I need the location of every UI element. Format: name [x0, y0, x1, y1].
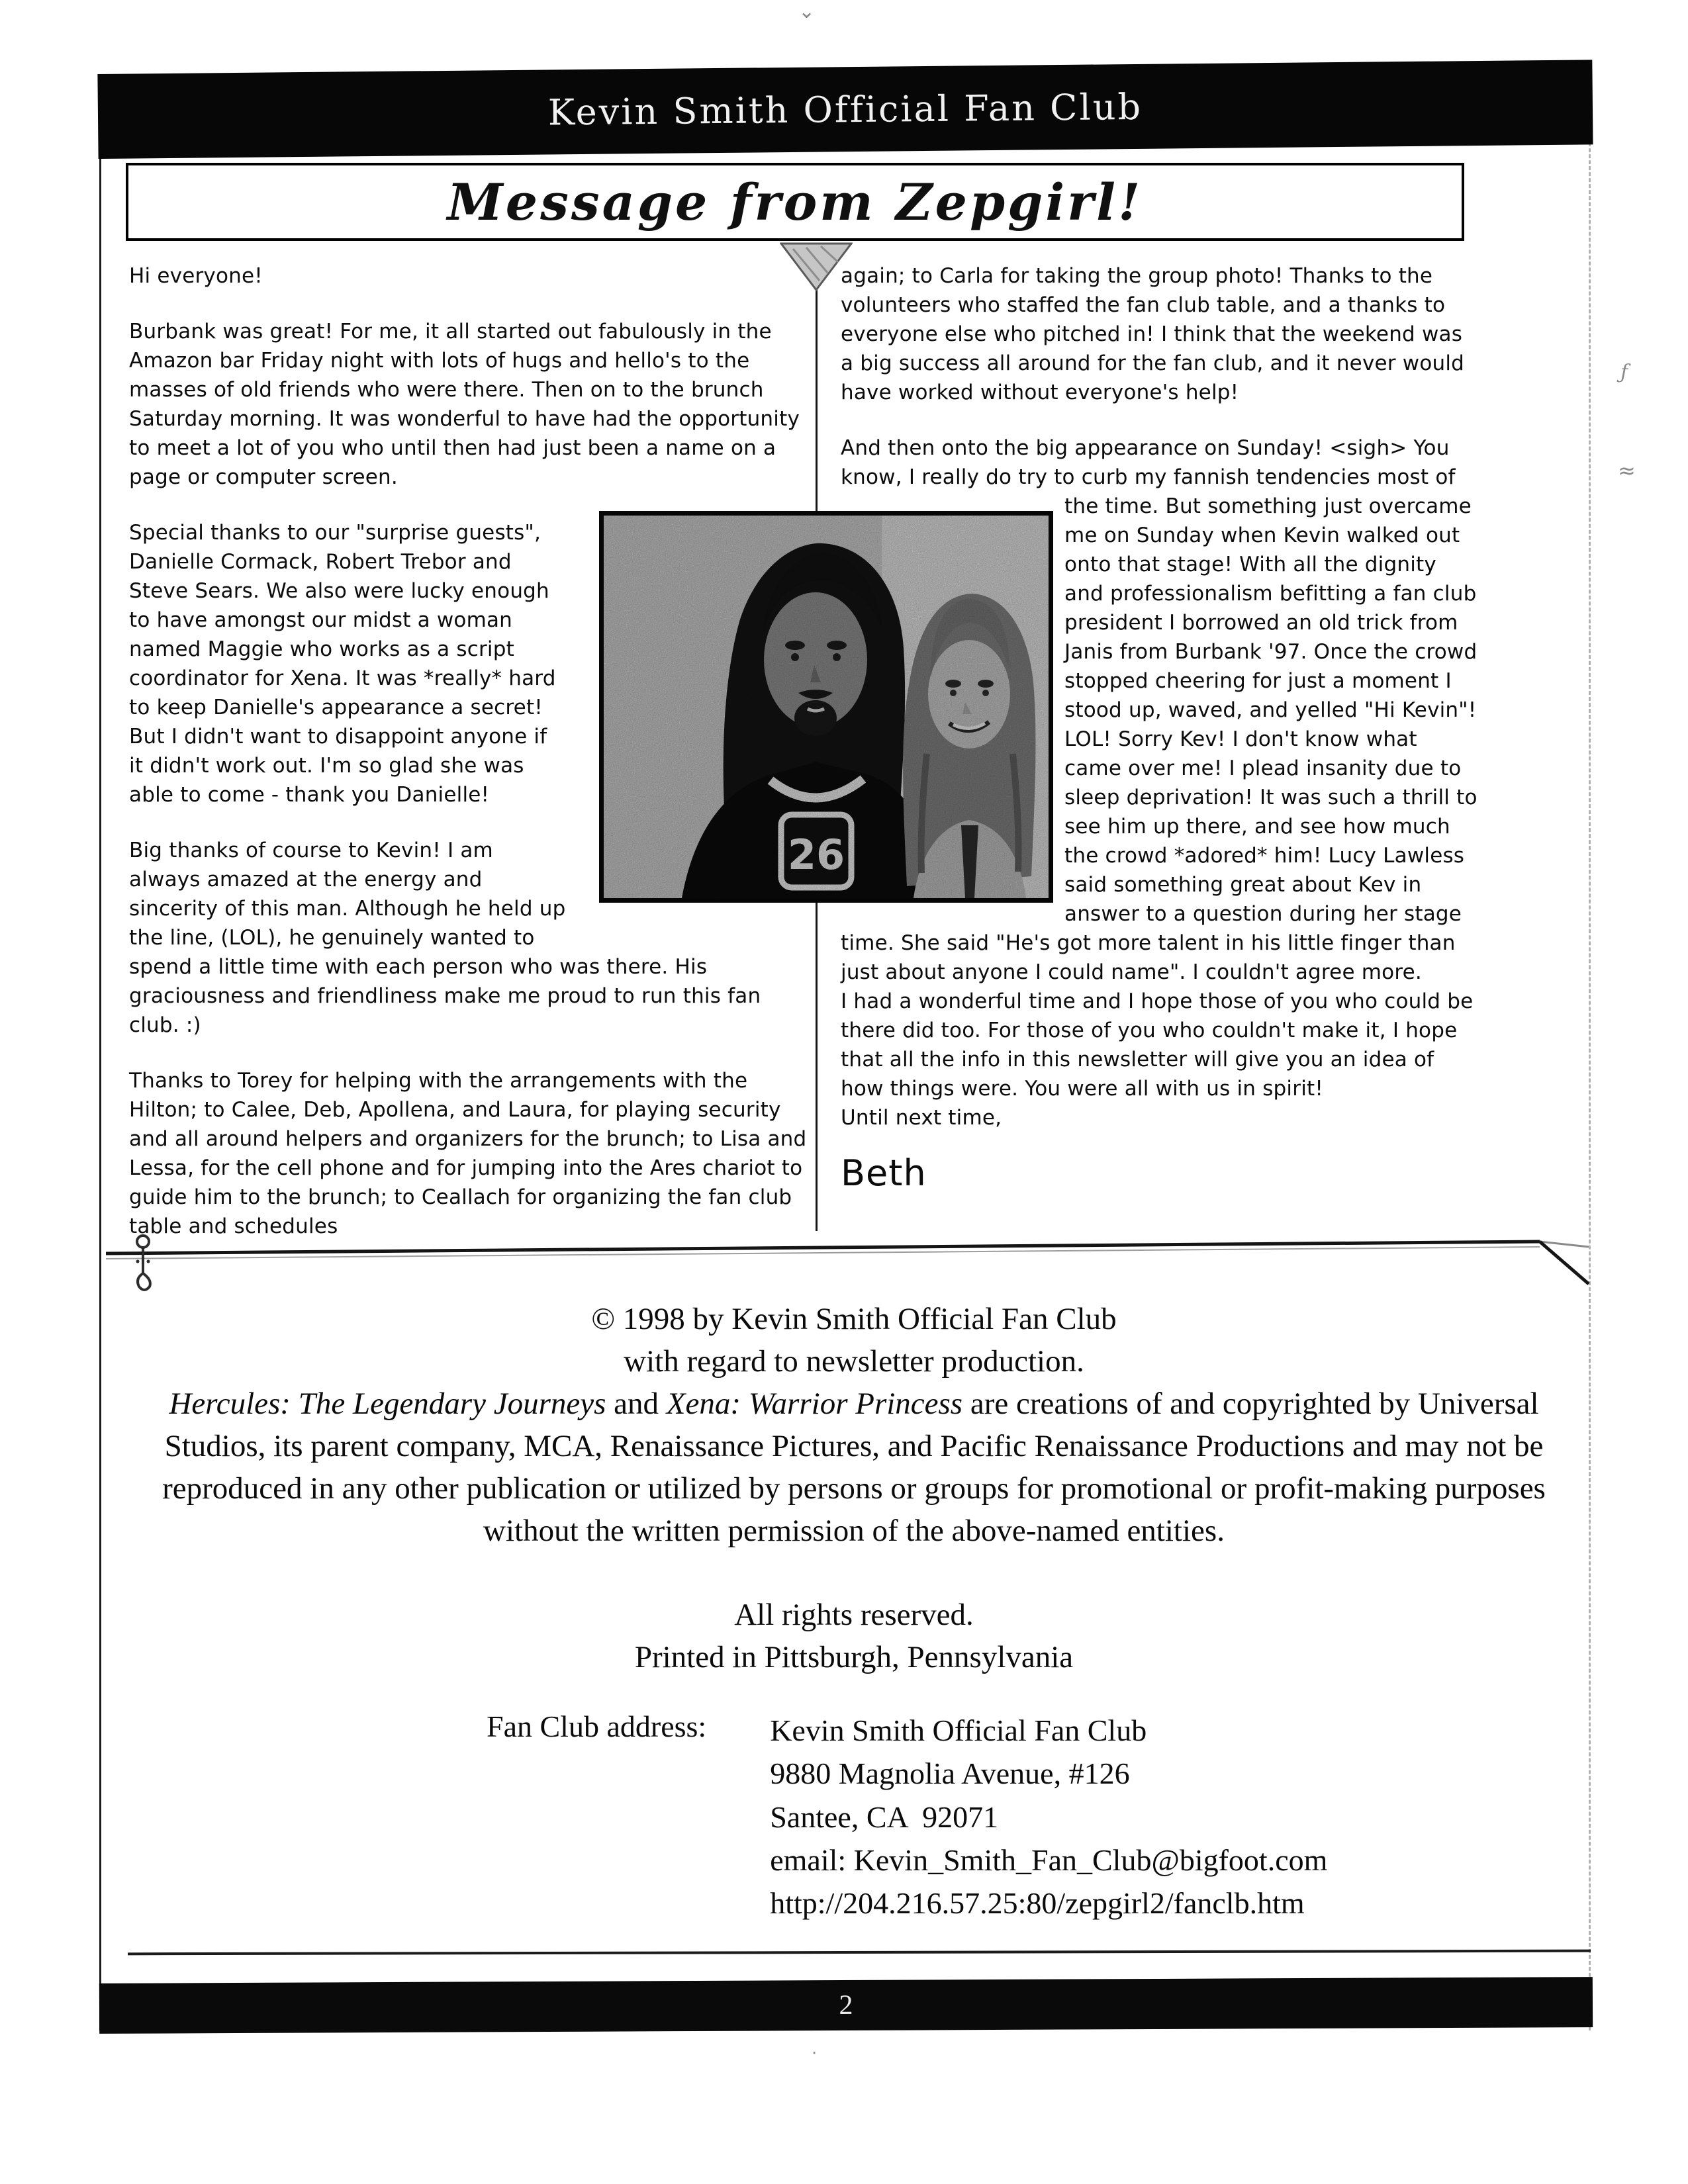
show-title-xena: Xena: Warrior Princess — [666, 1386, 963, 1421]
page-frame-right-dashed-line — [1589, 77, 1591, 2030]
address-line-url: http://204.216.57.25:80/zepgirl2/fanclb.htm — [770, 1886, 1305, 1921]
show-title-hercules: Hercules: The Legendary Journeys — [169, 1386, 606, 1421]
spacer — [149, 1552, 1559, 1594]
scan-artifact: ƒ — [1620, 361, 1628, 384]
jersey-patch-number: 26 — [787, 831, 845, 879]
footer-bar — [99, 1977, 1593, 2034]
address-line-email: email: Kevin_Smith_Fan_Club@bigfoot.com — [770, 1843, 1328, 1877]
copyright-body-text: are creations of and copyrighted by Universal Studios, its parent company, MCA, Renaissance Pictures, and Pacific Renaissance Productions and may not be reproduced in any other publication or utilized by persons or groups for promotional or profit-making purposes without the written permission of the above-named entities. — [162, 1386, 1546, 1548]
signature: Beth — [841, 1152, 927, 1194]
title-pointer-triangle-icon — [780, 242, 853, 293]
printed-in-line: Printed in Pittsburgh, Pennsylvania — [634, 1640, 1074, 1675]
copyright-line-2: with regard to newsletter production. — [624, 1343, 1084, 1379]
newsletter-banner — [97, 60, 1593, 159]
message-title-box — [126, 163, 1464, 241]
right-paragraph-2a: And then onto the big appearance on Sunday! <sigh> You know, I really do try to curb my fannish tendencies most of — [841, 436, 1456, 489]
closing-text: Until next time, — [841, 1106, 1002, 1130]
margin-doodle-icon — [128, 1232, 158, 1298]
page-number: 2 — [839, 1989, 853, 2021]
page-frame-left-line — [99, 77, 101, 2030]
left-paragraph-2: Special thanks to our "surprise guests", Danielle Cormack, Robert Trebor and Steve Sears. We also were lucky enough to have amongst our midst a woman named Maggie who works as a script coordinator for Xena. It was *really* hard to keep Danielle's appearance a secret! But I didn't want to disappoint anyone if it didn't work out. I'm so glad she was able to come - thank you Danielle! — [129, 521, 556, 807]
scan-artifact: ≈ — [1618, 458, 1636, 483]
page-title: Message from Zepgirl! — [447, 172, 1143, 232]
copyright-body — [149, 1383, 1559, 1553]
banner-title: Kevin Smith Official Fan Club — [547, 85, 1143, 133]
left-paragraph-1: Burbank was great! For me, it all started out fabulously in the Amazon bar Friday night with lots of hugs and hello's to the masses of old friends who were there. Then on to the brunch Saturday morning. It was wonderful to have had the opportunity to meet a lot of you who until then had just been a name on a page or computer screen. — [129, 320, 800, 489]
right-paragraph-3: I had a wonderful time and I hope those of you who could be there did too. For those of you who couldn't make it, I hope that all the info in this newsletter will give you an idea of how things were. You were all with us in spirit! — [841, 989, 1474, 1101]
right-paragraph-2b: the time. But something just overcame me on Sunday when Kevin walked out onto that stage! With all the dignity and professionalism befitting a fan club president I borrowed an old trick from Janis from Burbank '97. Once the crowd stopped cheering for just a moment I stood up, waved, and yelled "Hi Kevin"! LOL! Sorry Kev! I don't know what came over me! I plead insanity due to sleep deprivation! It was such a thrill to see him up there, and see how much the crowd *adored* him! Lucy Lawless said something great about Kev in answer to a question during her stage time. She said "He's got more talent in his little finger than just about anyone I could name". I couldn't agree more. — [841, 494, 1477, 984]
scan-artifact: · — [812, 2044, 818, 2064]
copyright-block — [149, 1298, 1559, 1679]
copyright-body-connector: and — [606, 1386, 667, 1421]
greeting-text: Hi everyone! — [129, 264, 263, 288]
scan-artifact: ⌄ — [798, 0, 816, 23]
address-line-org: Kevin Smith Official Fan Club — [770, 1713, 1147, 1747]
rights-reserved-line: All rights reserved. — [734, 1598, 974, 1633]
footer-rule — [128, 1950, 1591, 1956]
left-paragraph-4: Thanks to Torey for helping with the arrangements with the Hilton; to Calee, Deb, Apollena, and Laura, for playing security and all around helpers and organizers for the brunch; to Lisa and Lessa, for the cell phone and for jumping into the Ares chariot to guide him to the brunch; to Ceallach for organizing the fan club table and schedules — [129, 1069, 807, 1238]
photo-illustration — [604, 516, 1049, 898]
address-lines — [770, 1709, 1327, 1925]
right-paragraph-1: again; to Carla for taking the group photo! Thanks to the volunteers who staffed the fan club table, and a thanks to everyone else who pitched in! I think that the weekend was a big success all around for the fan club, and it never would have worked without everyone's help! — [841, 264, 1465, 404]
address-line-city: Santee, CA 92071 — [770, 1799, 999, 1834]
left-paragraph-3: Big thanks of course to Kevin! I am always amazed at the energy and sincerity of this man. Although he held up the line, (LOL), he genuinely wanted to spend a little time with each person who was there. His graciousness and friendliness make me proud to run this fan club. :) — [129, 839, 761, 1037]
address-line-street: 9880 Magnolia Avenue, #126 — [770, 1756, 1130, 1791]
copyright-line-1: © 1998 by Kevin Smith Official Fan Club — [591, 1302, 1117, 1336]
fan-club-address-block — [487, 1709, 1327, 1925]
address-label: Fan Club address: — [487, 1709, 707, 1743]
section-divider-rule — [98, 1224, 1593, 1291]
group-photo — [599, 511, 1053, 903]
